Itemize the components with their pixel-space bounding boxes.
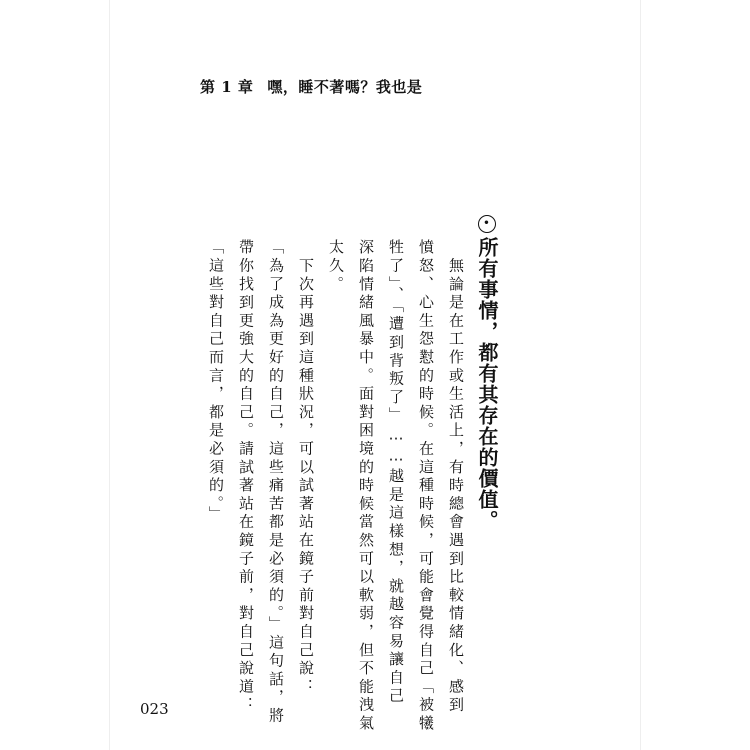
section-heading <box>474 215 500 531</box>
body-column-9: 「這些對自己而言，都是必須的。」 <box>207 239 225 525</box>
body-column-5: 太久。 <box>327 239 345 294</box>
body-column-3: 牲了」、「遭到背叛了」……越是這樣想，就越容易讓自己 <box>387 239 405 706</box>
body-column-6: 下次再遇到這種狀況，可以試著站在鏡子前對自己說： <box>297 239 315 697</box>
page-number: 023 <box>140 700 169 718</box>
body-column-7: 「為了成為更好的自己，這些痛苦都是必須的。」這句話，將 <box>267 239 285 726</box>
circle-dot-icon: • <box>478 215 496 233</box>
running-header <box>200 76 422 97</box>
body-column-8: 帶你找到更強大的自己。請試著站在鏡子前，對自己說道： <box>237 239 255 715</box>
section-heading-text: 所有事情，都有其存在的價值。 <box>475 237 499 531</box>
body-column-1: 無論是在工作或生活上，有時總會遇到比較情緒化、感到 <box>447 239 465 715</box>
chapter-title: 嘿，睡不著嗎？我也是 <box>267 78 423 96</box>
chapter-label: 第 1 章 <box>200 78 254 96</box>
book-page <box>110 0 640 750</box>
body-column-4: 深陷情緒風暴中。面對困境的時候當然可以軟弱，但不能洩氣 <box>357 239 375 734</box>
body-column-2: 憤怒、心生怨懟的時候。在這種時候，可能會覺得自己「被犧 <box>417 239 435 734</box>
